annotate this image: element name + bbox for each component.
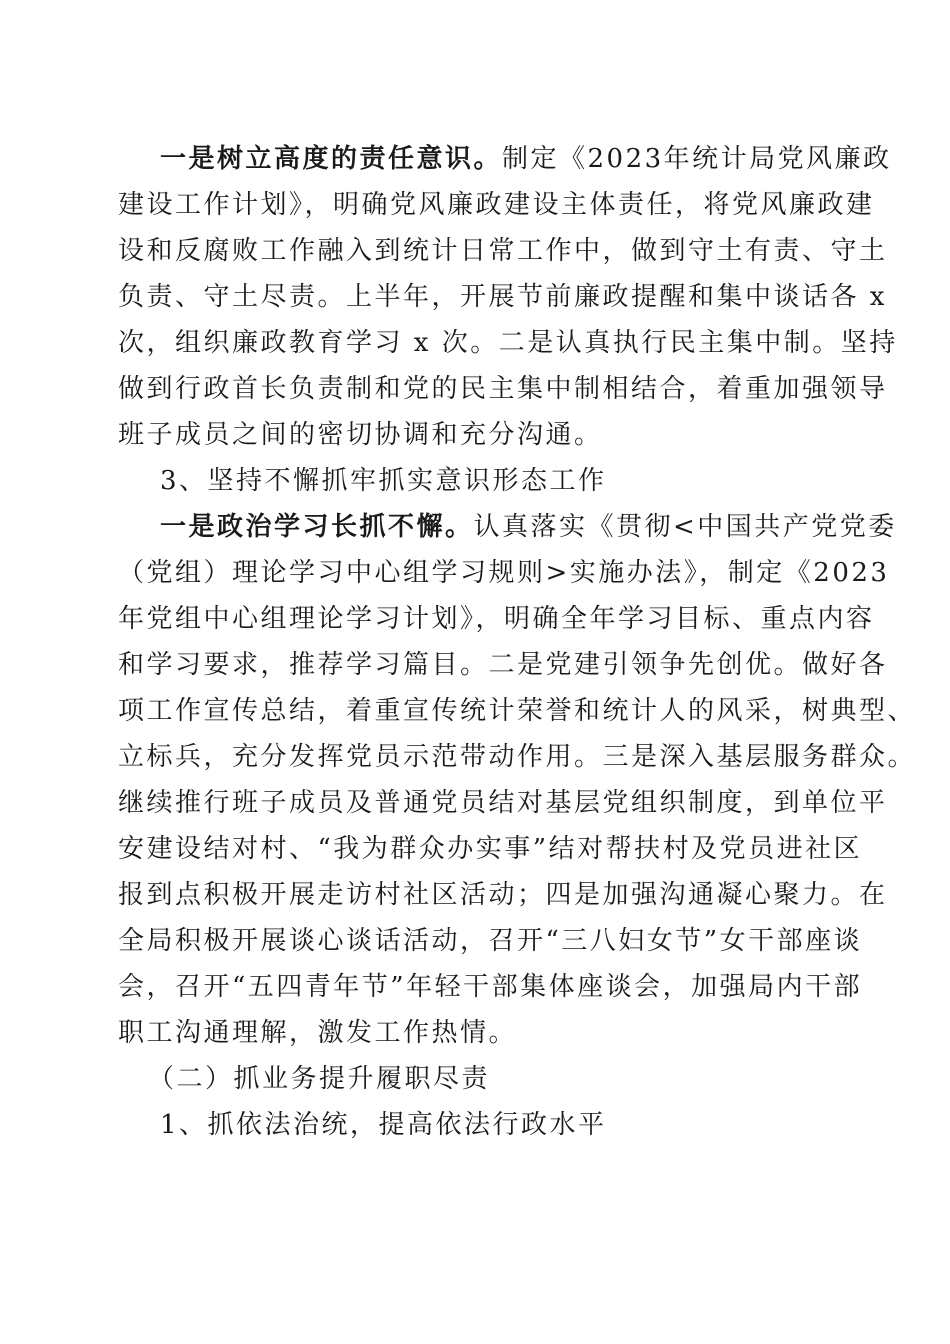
- para2-line3: 年党组中心组理论学习计划》，明确全年学习目标、重点内容: [118, 604, 875, 634]
- para2-line6: 立标兵，充分发挥党员示范带动作用。三是深入基层服务群众。: [118, 742, 917, 772]
- para2-line4: 和学习要求，推荐学习篇目。二是党建引领争先创优。做好各: [118, 650, 888, 680]
- para1-line2: 建设工作计划》，明确党风廉政建设主体责任，将党风廉政建: [118, 190, 875, 220]
- para1-line1-text: 制定《2023年统计局党风廉政: [502, 144, 892, 174]
- para1-line1: [160, 137, 892, 181]
- para2-line2: （党组）理论学习中心组学习规则>实施办法》，制定《2023: [118, 558, 890, 588]
- para2-lead-bold: 一是政治学习长抓不懈。: [160, 512, 474, 542]
- para1-line5: 次，组织廉政教育学习 x 次。二是认真执行民主集中制。坚持: [118, 328, 898, 358]
- heading-3: 3、坚持不懈抓牢抓实意识形态工作: [160, 466, 607, 496]
- para1-line3: 设和反腐败工作融入到统计日常工作中，做到守土有责、守土: [118, 236, 888, 266]
- para1-lead-bold: 一是树立高度的责任意识。: [160, 144, 503, 174]
- para2-line10: 全局积极开展谈心谈话活动，召开“三八妇女节”女干部座谈: [118, 926, 863, 956]
- para2-line12: 职工沟通理解，激发工作热情。: [118, 1018, 518, 1048]
- para2-line1-text: 认真落实《贯彻<中国共产党党委: [473, 512, 897, 542]
- para2-line7: 继续推行班子成员及普通党员结对基层党组织制度，到单位平: [118, 788, 888, 818]
- para2-line8: 安建设结对村、“我为群众办实事”结对帮扶村及党员进社区: [118, 834, 863, 864]
- para1-line4: 负责、守土尽责。上半年，开展节前廉政提醒和集中谈话各 x: [118, 282, 887, 312]
- para1-line6: 做到行政首长负责制和党的民主集中制相结合，着重加强领导: [118, 374, 888, 404]
- section-heading-2: （二）抓业务提升履职尽责: [148, 1064, 491, 1094]
- para2-line9: 报到点积极开展走访村社区活动；四是加强沟通凝心聚力。在: [118, 880, 888, 910]
- para2-line1: [160, 505, 897, 549]
- para2-line11: 会，召开“五四青年节”年轻干部集体座谈会，加强局内干部: [118, 972, 863, 1002]
- heading-1: 1、抓依法治统，提高依法行政水平: [160, 1110, 607, 1140]
- para2-line5: 项工作宣传总结，着重宣传统计荣誉和统计人的风采，树典型、: [118, 696, 917, 726]
- para1-line7: 班子成员之间的密切协调和充分沟通。: [118, 420, 603, 450]
